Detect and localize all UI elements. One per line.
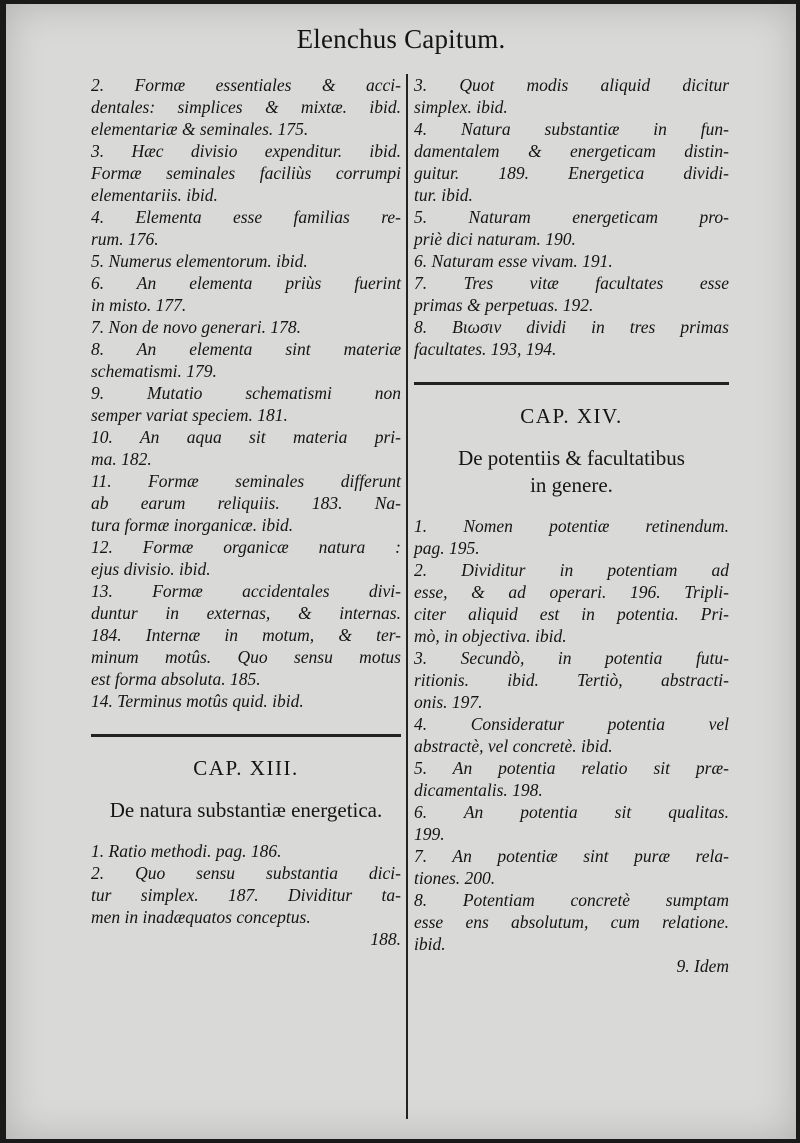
- entry-line: 5. An potentia relatio sit præ-: [414, 758, 729, 778]
- index-entry: [91, 206, 401, 250]
- entry-line: 4. Elementa esse familias re-: [91, 207, 401, 227]
- index-entry: [414, 559, 729, 647]
- entry-line: onis. 197.: [414, 692, 483, 712]
- index-entry: [91, 840, 401, 862]
- entry-line: 1. Ratio methodi. pag. 186.: [91, 841, 282, 861]
- entry-line: 6. An potentia sit qualitas.: [414, 802, 729, 822]
- entry-line: 5. Naturam energeticam pro-: [414, 207, 729, 227]
- entry-line: 13. Formæ accidentales divi-: [91, 581, 401, 601]
- index-entry: [414, 647, 729, 713]
- entry-line: 7. Non de novo generari. 178.: [91, 317, 301, 337]
- entry-line: 8. Βιωσιν dividi in tres primas: [414, 317, 729, 337]
- entry-line: tiones. 200.: [414, 868, 496, 888]
- entry-line: ab earum reliquiis. 183. Na-: [91, 493, 401, 513]
- book-page: [6, 4, 796, 1139]
- index-entry: [91, 382, 401, 426]
- index-entry: [91, 470, 401, 536]
- entry-line: 5. Numerus elementorum. ibid.: [91, 251, 308, 271]
- entry-line: abstractè, vel concretè. ibid.: [414, 736, 613, 756]
- entry-line: 2. Dividitur in potentiam ad: [414, 560, 729, 580]
- entry-line: simplex. ibid.: [414, 97, 508, 117]
- index-entry: [91, 426, 401, 470]
- entry-line: dentales: simplices & mixtæ. ibid.: [91, 97, 401, 117]
- entry-line: 7. An potentiæ sint puræ rela-: [414, 846, 729, 866]
- entry-line: in misto. 177.: [91, 295, 187, 315]
- index-entry: [414, 845, 729, 889]
- left-entry-list-2: [91, 840, 401, 928]
- entry-line: ma. 182.: [91, 449, 152, 469]
- right-entry-list: [414, 74, 729, 360]
- index-entry: [91, 316, 401, 338]
- index-entry: [414, 801, 729, 845]
- entry-line: dicamentalis. 198.: [414, 780, 543, 800]
- index-entry: [414, 272, 729, 316]
- chapter-heading: CAP. XIV.: [520, 404, 623, 428]
- entry-line: est forma absoluta. 185.: [91, 669, 261, 689]
- entry-line: 8. An elementa sint materiæ: [91, 339, 401, 359]
- entry-line: 3. Hæc divisio expenditur. ibid.: [91, 141, 401, 161]
- left-entry-list: [91, 74, 401, 712]
- entry-line: 4. Consideratur potentia vel: [414, 714, 729, 734]
- index-entry: [414, 515, 729, 559]
- entry-line: mò, in objectiva. ibid.: [414, 626, 567, 646]
- chapter-title: [414, 445, 729, 499]
- entry-line: 9. Mutatio schematismi non: [91, 383, 401, 403]
- index-entry: [414, 889, 729, 955]
- index-entry: [91, 536, 401, 580]
- entry-line: rum. 176.: [91, 229, 159, 249]
- catchword: 9. Idem: [676, 956, 729, 976]
- index-entry: [414, 118, 729, 206]
- entry-line: 8. Potentiam concretè sumptam: [414, 890, 729, 910]
- entry-line: 3. Secundò, in potentia futu-: [414, 648, 729, 668]
- entry-line: damentalem & energeticam distin-: [414, 141, 729, 161]
- entry-line: ritionis. ibid. Tertiò, abstracti-: [414, 670, 729, 690]
- section-rule: [91, 734, 401, 737]
- index-entry: [414, 713, 729, 757]
- entry-line: 14. Terminus motûs quid. ibid.: [91, 691, 304, 711]
- entry-line: 184. Internæ in motum, & ter-: [91, 625, 401, 645]
- entry-line: 10. An aqua sit materia pri-: [91, 427, 401, 447]
- chapter-title: De natura substantiæ energetica.: [109, 798, 383, 822]
- chapter-title-line: De potentiis & facultatibus: [458, 446, 685, 470]
- entry-line: 199.: [414, 824, 445, 844]
- entry-line: facultates. 193, 194.: [414, 339, 557, 359]
- entry-line: esse ens absolutum, cum relatione.: [414, 912, 729, 932]
- index-entry: [414, 74, 729, 118]
- index-entry: [91, 74, 401, 140]
- entry-line: semper variat speciem. 181.: [91, 405, 288, 425]
- chapter-title-line: in genere.: [530, 473, 613, 497]
- entry-line: 6. An elementa priùs fuerint: [91, 273, 401, 293]
- index-entry: [91, 272, 401, 316]
- index-entry: [91, 690, 401, 712]
- index-entry: [414, 250, 729, 272]
- index-entry: [91, 140, 401, 206]
- entry-line: duntur in externas, & internas.: [91, 603, 401, 623]
- entry-line: esse, & ad operari. 196. Tripli-: [414, 582, 729, 602]
- entry-line: tura formæ inorganicæ. ibid.: [91, 515, 294, 535]
- entry-line: 4. Natura substantiæ in fun-: [414, 119, 729, 139]
- entry-line: men in inadæquatos conceptus.: [91, 907, 311, 927]
- page-header: Elenchus Capitum.: [296, 24, 506, 54]
- entry-line: 1. Nomen potentiæ retinendum.: [414, 516, 729, 536]
- entry-line: ejus divisio. ibid.: [91, 559, 211, 579]
- entry-line: ibid.: [414, 934, 446, 954]
- index-entry: [414, 757, 729, 801]
- entry-line: elementariis. ibid.: [91, 185, 218, 205]
- entry-line: guitur. 189. Energetica dividi-: [414, 163, 729, 183]
- entry-line: 11. Formæ seminales differunt: [91, 471, 401, 491]
- entry-line: elementariæ & seminales. 175.: [91, 119, 309, 139]
- index-entry: [91, 250, 401, 272]
- entry-line: primas & perpetuas. 192.: [414, 295, 594, 315]
- entry-line: tur simplex. 187. Dividitur ta-: [91, 885, 401, 905]
- right-column: [414, 74, 729, 977]
- entry-line: citer aliquid est in potentia. Pri-: [414, 604, 729, 624]
- index-entry: [91, 580, 401, 690]
- index-entry: [91, 338, 401, 382]
- left-column: [91, 74, 401, 950]
- entry-line: 2. Formæ essentiales & acci-: [91, 75, 401, 95]
- entry-line: priè dici naturam. 190.: [414, 229, 576, 249]
- entry-line: schematismi. 179.: [91, 361, 217, 381]
- entry-line: tur. ibid.: [414, 185, 473, 205]
- index-entry: [414, 316, 729, 360]
- entry-line: 2. Quo sensu substantia dici-: [91, 863, 401, 883]
- entry-line: 12. Formæ organicæ natura :: [91, 537, 401, 557]
- entry-line: Formæ seminales faciliùs corrumpi: [91, 163, 401, 183]
- entry-line: 7. Tres vitæ facultates esse: [414, 273, 729, 293]
- index-entry: [91, 862, 401, 928]
- column-divider: [406, 74, 408, 1119]
- entry-line: minum motûs. Quo sensu motus: [91, 647, 401, 667]
- page-tail-number: 188.: [370, 929, 401, 949]
- index-entry: [414, 206, 729, 250]
- entry-line: pag. 195.: [414, 538, 480, 558]
- section-rule: [414, 382, 729, 385]
- entry-line: 3. Quot modis aliquid dicitur: [414, 75, 729, 95]
- chapter-heading: CAP. XIII.: [193, 756, 299, 780]
- entry-line: 6. Naturam esse vivam. 191.: [414, 251, 613, 271]
- right-entry-list-2: [414, 515, 729, 955]
